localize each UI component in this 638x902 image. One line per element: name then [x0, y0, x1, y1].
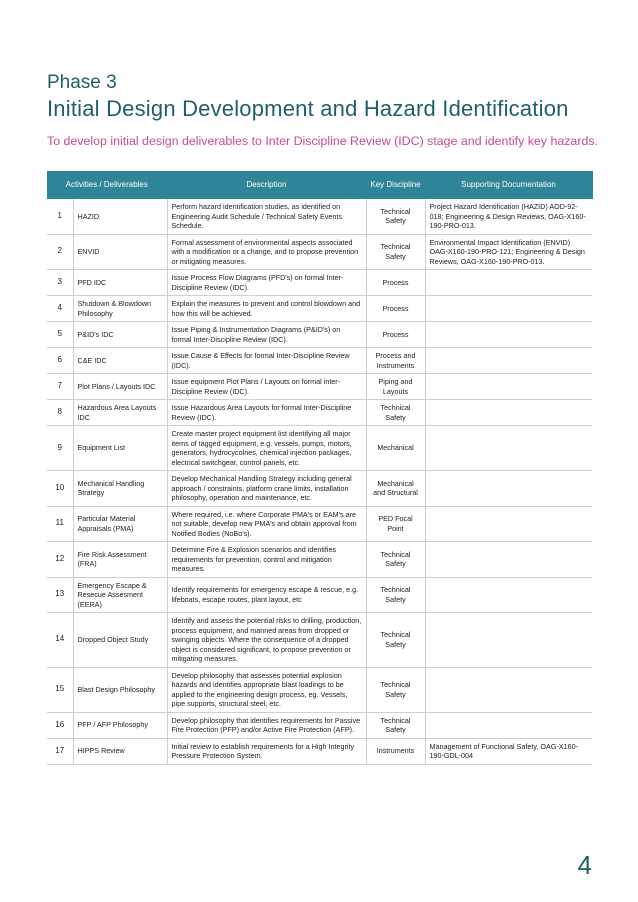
documentation-cell [425, 542, 592, 578]
activities-table [47, 171, 593, 765]
description-cell: Develop philosophy that identifies requirements for Passive Fire Protection (PFP) and/or Active Fire Protection (AFP). [167, 712, 366, 738]
table-row [47, 471, 592, 507]
header-supporting-documentation: Supporting Documentation [425, 171, 592, 199]
table-row [47, 199, 592, 234]
activity-cell: C&E IDC [73, 348, 167, 374]
description-cell: Issue Piping & Instrumentation Diagrams (P&ID's) on formal Inter-Discipline Review (IDC). [167, 322, 366, 348]
activity-cell: PFP / AFP Philosophy [73, 712, 167, 738]
page-title: Initial Design Development and Hazard Identification [47, 96, 569, 121]
activity-cell: Mechanical Handling Strategy [73, 471, 167, 507]
row-number: 5 [47, 322, 73, 348]
documentation-cell: Environmental Impact Identification (ENVID) OAG-X160-190-PRO-121; Engineering & Design Reviews, OAG-X160-190-PRO-013. [425, 234, 592, 270]
table-row [47, 234, 592, 270]
documentation-cell [425, 613, 592, 668]
table-row [47, 322, 592, 348]
page-subtitle: To develop initial design deliverables to Inter Discipline Review (IDC) stage and identify key hazards. [47, 134, 598, 148]
table-row [47, 738, 592, 764]
header-description: Description [167, 171, 366, 199]
row-number: 16 [47, 712, 73, 738]
table-row [47, 400, 592, 426]
description-cell: Determine Fire & Explosion scenarios and identifies requirements for prevention, control and mitigation measures. [167, 542, 366, 578]
table-row [47, 374, 592, 400]
discipline-cell: Mechanical and Structural [366, 471, 425, 507]
table-row [47, 712, 592, 738]
row-number: 3 [47, 270, 73, 296]
discipline-cell: Process [366, 322, 425, 348]
documentation-cell [425, 577, 592, 613]
row-number: 7 [47, 374, 73, 400]
page-number: 4 [577, 850, 592, 880]
activity-cell: PFD IDC [73, 270, 167, 296]
activity-cell: Equipment List [73, 426, 167, 471]
documentation-cell [425, 506, 592, 542]
row-number: 9 [47, 426, 73, 471]
table-row [47, 542, 592, 578]
discipline-cell: Technical Safety [366, 577, 425, 613]
discipline-cell: PED Focal Point [366, 506, 425, 542]
row-number: 14 [47, 613, 73, 668]
description-cell: Where required, i.e. where Corporate PMA's or EAM's are not suitable, develop new PMA's and obtain approval from Notified Bodies (NoBo's). [167, 506, 366, 542]
activity-cell: P&ID's IDC [73, 322, 167, 348]
documentation-cell [425, 712, 592, 738]
discipline-cell: Technical Safety [366, 234, 425, 270]
documentation-cell [425, 374, 592, 400]
discipline-cell: Technical Safety [366, 542, 425, 578]
activity-cell: Dropped Object Study [73, 613, 167, 668]
discipline-cell: Technical Safety [366, 667, 425, 712]
documentation-cell [425, 296, 592, 322]
row-number: 8 [47, 400, 73, 426]
table-row [47, 426, 592, 471]
row-number: 11 [47, 506, 73, 542]
row-number: 13 [47, 577, 73, 613]
activity-cell: ENVID [73, 234, 167, 270]
activity-cell: Particular Material Appraisals (PMA) [73, 506, 167, 542]
activity-cell: HIPPS Review [73, 738, 167, 764]
table-row [47, 348, 592, 374]
discipline-cell: Instruments [366, 738, 425, 764]
table-row [47, 613, 592, 668]
row-number: 15 [47, 667, 73, 712]
row-number: 1 [47, 199, 73, 234]
table-row [47, 296, 592, 322]
documentation-cell: Project Hazard Identification (HAZID) AOD-92-018; Engineering & Design Reviews, OAG-X160-190-PRO-013. [425, 199, 592, 234]
row-number: 6 [47, 348, 73, 374]
activity-cell: Fire Risk Assessment (FRA) [73, 542, 167, 578]
description-cell: Perform hazard identification studies, as identified on Engineering Audit Schedule / Technical Safety Events Schedule. [167, 199, 366, 234]
description-cell: Issue Hazardous Area Layouts for formal Inter-Discipline Review (IDC). [167, 400, 366, 426]
documentation-cell [425, 348, 592, 374]
description-cell: Initial review to establish requirements for a High Integrity Pressure Protection System. [167, 738, 366, 764]
description-cell: Issue Process Flow Diagrams (PFD's) on formal Inter-Discipline Review (IDC). [167, 270, 366, 296]
discipline-cell: Technical Safety [366, 199, 425, 234]
documentation-cell [425, 322, 592, 348]
activity-cell: Hazardous Area Layouts IDC [73, 400, 167, 426]
documentation-cell: Management of Functional Safety, OAG-X160-190-GDL-004 [425, 738, 592, 764]
description-cell: Identify requirements for emergency escape & rescue, e.g. lifeboats, escape routes, plant layout, etc [167, 577, 366, 613]
header-activities: Activities / Deliverables [47, 171, 167, 199]
discipline-cell: Piping and Layouts [366, 374, 425, 400]
description-cell: Develop philosophy that assesses potential explosion hazards and identifies appropriate blast loadings to be applied to the engineering design process, eg. Vessels, pipe supports, structural steel, etc. [167, 667, 366, 712]
description-cell: Develop Mechanical Handling Strategy including general approach / constraints, platform crane limits, installation philosophy, operation and maintenance, etc. [167, 471, 366, 507]
header-key-discipline: Key Discipline [366, 171, 425, 199]
row-number: 12 [47, 542, 73, 578]
description-cell: Issue equipment Plot Plans / Layouts on formal inter-Discipline Review (IDC). [167, 374, 366, 400]
activity-cell: Blast Design Philosophy [73, 667, 167, 712]
table-header-row [47, 171, 592, 199]
row-number: 2 [47, 234, 73, 270]
documentation-cell [425, 667, 592, 712]
row-number: 4 [47, 296, 73, 322]
description-cell: Identify and assess the potential risks to drilling, production, process equipment, and manned areas from dropped or swinging objects. Where the consequence of a dropped object is considered significant, to propose prevention or mitigating measures. [167, 613, 366, 668]
discipline-cell: Process [366, 270, 425, 296]
discipline-cell: Process [366, 296, 425, 322]
discipline-cell: Process and Instruments [366, 348, 425, 374]
row-number: 17 [47, 738, 73, 764]
discipline-cell: Technical Safety [366, 613, 425, 668]
activity-cell: Shutdown & Blowdown Philosophy [73, 296, 167, 322]
documentation-cell [425, 471, 592, 507]
row-number: 10 [47, 471, 73, 507]
activity-cell: Emergency Escape & Resecue Assesment (EERA) [73, 577, 167, 613]
table-row [47, 270, 592, 296]
discipline-cell: Mechanical [366, 426, 425, 471]
table-row [47, 577, 592, 613]
discipline-cell: Technical Safety [366, 400, 425, 426]
table-row [47, 506, 592, 542]
documentation-cell [425, 400, 592, 426]
phase-label: Phase 3 [47, 72, 117, 93]
description-cell: Create master project equipment list identifying all major items of tagged equipment, e.g. vessels, pumps, motors, generators, hydrocycolnes, chemical injection packages, electrical switchgear, control panels, etc. [167, 426, 366, 471]
description-cell: Issue Cause & Effects for formal Inter-Discipline Review (IDC). [167, 348, 366, 374]
activity-cell: Plot Plans / Layouts IDC [73, 374, 167, 400]
table-row [47, 667, 592, 712]
description-cell: Formal assessment of environmental aspects associated with a modification or a change, and to propose prevention or mitigating measures. [167, 234, 366, 270]
activity-cell: HAZID [73, 199, 167, 234]
discipline-cell: Technical Safety [366, 712, 425, 738]
documentation-cell [425, 270, 592, 296]
description-cell: Explain the measures to prevent and control blowdown and how this will be achieved. [167, 296, 366, 322]
documentation-cell [425, 426, 592, 471]
